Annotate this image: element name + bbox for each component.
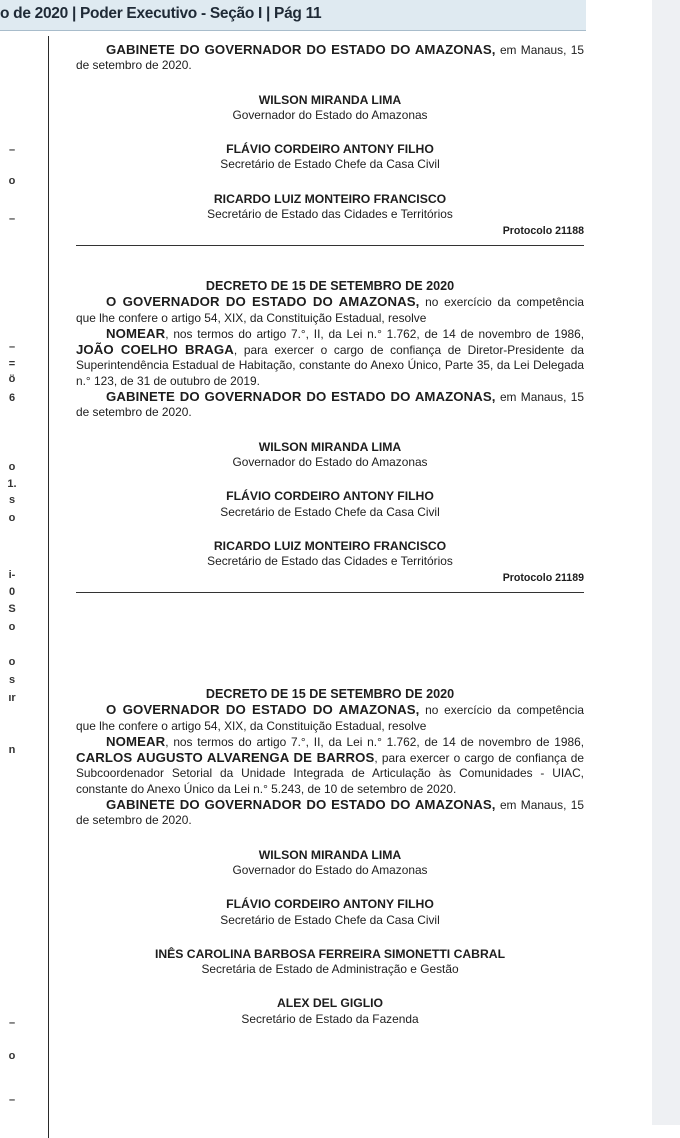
decree-body: NOMEAR, nos termos do artigo 7.°, II, da Lei n.° 1.762, de 14 de novembro de 1986, CARLOS AUGUSTO ALVARENGA DE BARROS, para exercer o cargo de confiança de Subcoordenador Setorial da Unidade Integrada de Articulação às Comunidades - UIAC, constante do Anexo Único da Lei n.° 5.243, de 10 de setembro de 2020.: [76, 733, 584, 796]
decree-title: DECRETO DE 15 DE SETEMBRO DE 2020: [205, 687, 455, 701]
decree-3: [76, 687, 584, 1027]
page-header: [0, 0, 586, 31]
signature: FLÁVIO CORDEIRO ANTONY FILHO Secretário de Estado Chefe da Casa Civil: [220, 489, 440, 519]
decree-intro: O GOVERNADOR DO ESTADO DO AMAZONAS, no exercício da competência que lhe confere o artigo 54, XIX, da Constituição Estadual, resolve: [76, 702, 584, 733]
margin-fragment: n: [8, 744, 16, 756]
signature: WILSON MIRANDA LIMA Governador do Estado do Amazonas: [232, 92, 428, 122]
margin-fragment: =: [8, 358, 16, 370]
signature: FLÁVIO CORDEIRO ANTONY FILHO Secretário de Estado Chefe da Casa Civil: [220, 897, 440, 927]
gabinete-line: GABINETE DO GOVERNADOR DO ESTADO DO AMAZONAS, em Manaus, 15 de setembro de 2020.: [76, 42, 584, 73]
decree-body: NOMEAR, nos termos do artigo 7.°, II, da Lei n.° 1.762, de 14 de novembro de 1986, JOÃO COELHO BRAGA, para exercer o cargo de confiança de Diretor-Presidente da Superintendência Estadual de Habitação, constante do Anexo Único, Parte 35, da Lei Delegada n.° 123, de 31 de outubro de 2019.: [76, 325, 585, 388]
margin-fragment: o: [8, 175, 16, 187]
signature: INÊS CAROLINA BARBOSA FERREIRA SIMONETTI CABRAL Secretária de Estado de Administração e Gestão: [154, 946, 506, 977]
margin-fragment: i-: [8, 569, 16, 581]
separator: [76, 245, 584, 246]
margin-fragment: o: [8, 1050, 16, 1062]
margin-fragment: –: [8, 1094, 16, 1106]
margin-fragment: ır: [8, 692, 16, 704]
signature: RICARDO LUIZ MONTEIRO FRANCISCO Secretário de Estado das Cidades e Territórios: [207, 538, 453, 569]
margin-fragment: 0: [8, 586, 16, 598]
signature: WILSON MIRANDA LIMA Governador do Estado do Amazonas: [232, 439, 428, 469]
signature: RICARDO LUIZ MONTEIRO FRANCISCO Secretário de Estado das Cidades e Territórios: [207, 191, 453, 222]
column-rule: [48, 36, 49, 1138]
decree-2: [76, 279, 584, 593]
margin-fragment: s: [8, 494, 16, 506]
decree-title: DECRETO DE 15 DE SETEMBRO DE 2020: [205, 279, 455, 293]
margin-fragment: 6: [8, 392, 16, 404]
gabinete-line: GABINETE DO GOVERNADOR DO ESTADO DO AMAZONAS, em Manaus, 15 de setembro de 2020.: [76, 389, 584, 420]
signature: ALEX DEL GIGLIO Secretário de Estado da Fazenda: [241, 996, 419, 1026]
right-panel: [652, 0, 680, 1125]
gabinete-line: GABINETE DO GOVERNADOR DO ESTADO DO AMAZONAS, em Manaus, 15 de setembro de 2020.: [76, 797, 584, 828]
margin-fragment: ö: [8, 373, 16, 385]
decree-intro: O GOVERNADOR DO ESTADO DO AMAZONAS, no exercício da competência que lhe confere o artigo 54, XIX, da Constituição Estadual, resolve: [76, 294, 584, 325]
protocolo: Protocolo 21189: [502, 572, 584, 585]
margin-fragment: –: [8, 1017, 16, 1029]
margin-fragment: S: [8, 603, 16, 615]
margin-fragment: o: [8, 461, 16, 473]
margin-fragment: o: [8, 621, 16, 633]
margin-fragment: –: [8, 213, 16, 225]
signature: FLÁVIO CORDEIRO ANTONY FILHO Secretário de Estado Chefe da Casa Civil: [220, 142, 440, 172]
margin-fragment: –: [8, 341, 16, 353]
separator: [76, 592, 584, 593]
margin-fragment: o: [8, 512, 16, 524]
margin-fragment: o: [8, 656, 16, 668]
signature: WILSON MIRANDA LIMA Governador do Estado do Amazonas: [232, 847, 428, 877]
block-1: [76, 42, 584, 246]
header-text: o de 2020 | Poder Executivo - Seção I | Pág 11: [0, 5, 322, 22]
protocolo: Protocolo 21188: [502, 225, 584, 238]
margin-fragment: s: [8, 674, 16, 686]
margin-fragment: –: [8, 144, 16, 156]
margin-fragment: 1.: [7, 478, 17, 490]
